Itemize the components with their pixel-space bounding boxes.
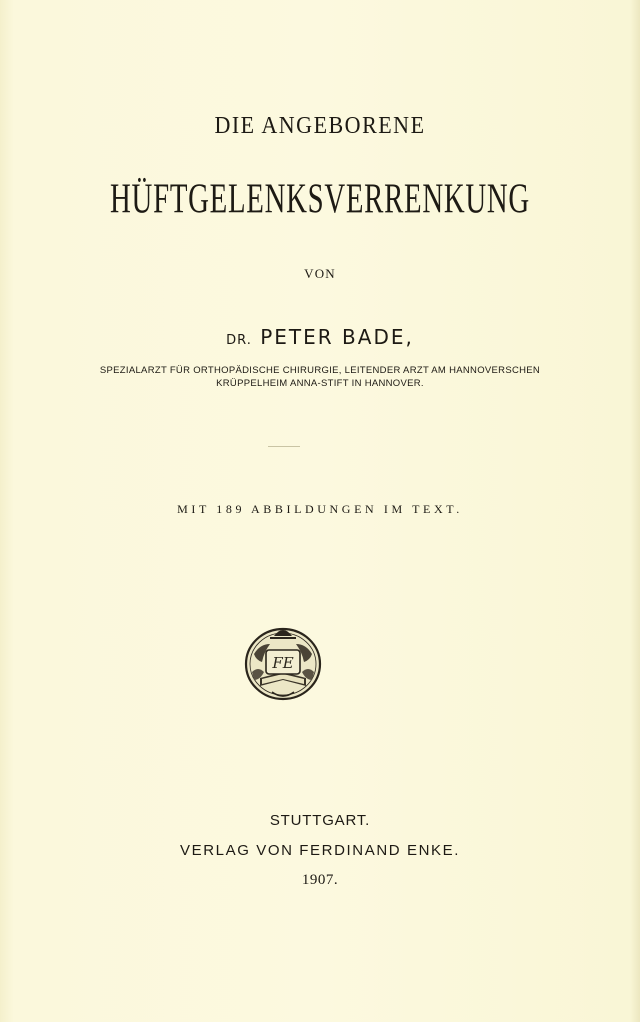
affiliation-line-1: SPEZIALARZT FÜR ORTHOPÄDISCHE CHIRURGIE, LEITENDER ARZT AM HANNOVERSCHEN	[99, 365, 541, 376]
ornamental-rule	[268, 446, 300, 447]
author-title-prefix: DR.	[226, 333, 252, 348]
affiliation-line-2: KRÜPPELHEIM ANNA-STIFT IN HANNOVER.	[216, 378, 424, 389]
imprint-year: 1907.	[301, 872, 339, 888]
emblem-monogram: FE	[272, 654, 294, 672]
title-line-2: HÜFTGELENKSVERRENKUNG	[110, 174, 530, 223]
imprint-place: STUTTGART.	[269, 812, 371, 829]
imprint-publisher: VERLAG VON FERDINAND ENKE.	[180, 842, 460, 859]
title-line-1: DIE ANGEBORENE	[214, 110, 426, 139]
publisher-emblem-icon	[240, 622, 326, 704]
illustrations-note: MIT 189 ABBILDUNGEN IM TEXT.	[177, 502, 463, 516]
by-line: VON	[304, 266, 336, 281]
author-full-name: PETER BADE,	[260, 325, 414, 349]
author-name	[0, 325, 640, 349]
